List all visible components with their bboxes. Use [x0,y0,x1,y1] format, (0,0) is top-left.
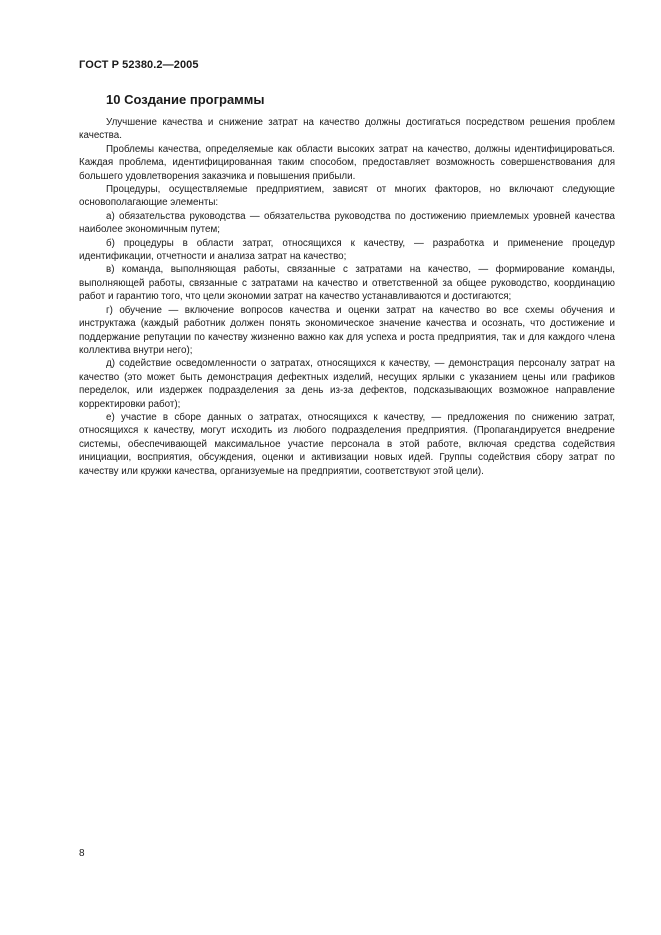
list-item-e: е) участие в сборе данных о затратах, относящихся к качеству, — предложения по снижению затрат, относящихся к качеству, могут исходить из любого подразделения предприятия. (Пропагандируется внедрение системы, обеспечивающей максимальное участие персонала в этой работе, включая средства содействия инициации, восприятия, обсуждения, оценки и активизации новых идей. Группы содействия сбору затрат по качеству или кружки качества, организуемые на предприятии, соответствуют этой цели). [79,411,615,477]
document-header: ГОСТ Р 52380.2—2005 [79,59,199,71]
list-item-v: в) команда, выполняющая работы, связанные с затратами на качество, — формирование команды, выполняющей работы, связанные с затратами на качество и ответственной за общее руководство, координацию работ и гарантию того, что цели экономии затрат на качество устанавливаются и достигаются; [79,264,615,303]
list-item-b: б) процедуры в области затрат, относящихся к качеству, — разработка и применение процедур идентификации, отчетности и анализа затрат на качество; [79,237,615,263]
paragraph-intro: Улучшение качества и снижение затрат на качество должны достигаться посредством решения проблем качества. [79,117,615,142]
paragraph-quality-problems: Проблемы качества, определяемые как области высоких затрат на качество, должны идентифицироваться. Каждая проблема, идентифицированная таким способом, предоставляет возможность совершенствования для большего удовлетворения заказчика и повышения прибыли. [79,143,615,182]
list-item-d: д) содействие осведомленности о затратах, относящихся к качеству, — демонстрация персоналу затрат на качество (это может быть демонстрация дефектных изделий, несущих ярлыки с указанием цены или графиков переделок, или издержек подразделения за день из-за дефектов, подсказывающих возможное направление корректировки работ); [79,358,615,410]
list-item-g: г) обучение — включение вопросов качества и оценки затрат на качество во все схемы обучения и инструктажа (каждый работник должен понять экономическое значение качества и осознать, что достижение и поддержание репутации по качеству жизненно важно как для успеха и роста предприятия, так и для каждого члена коллектива внутри него); [79,304,615,356]
section-body [79,116,615,478]
page-number: 8 [79,848,85,859]
list-item-a: а) обязательства руководства — обязательства руководства по достижению приемлемых уровней качества наиболее экономичным путем; [79,210,615,236]
section-title: 10 Создание программы [106,92,265,107]
paragraph-procedures: Процедуры, осуществляемые предприятием, зависят от многих факторов, но включают следующие основополагающие элементы: [79,184,615,209]
